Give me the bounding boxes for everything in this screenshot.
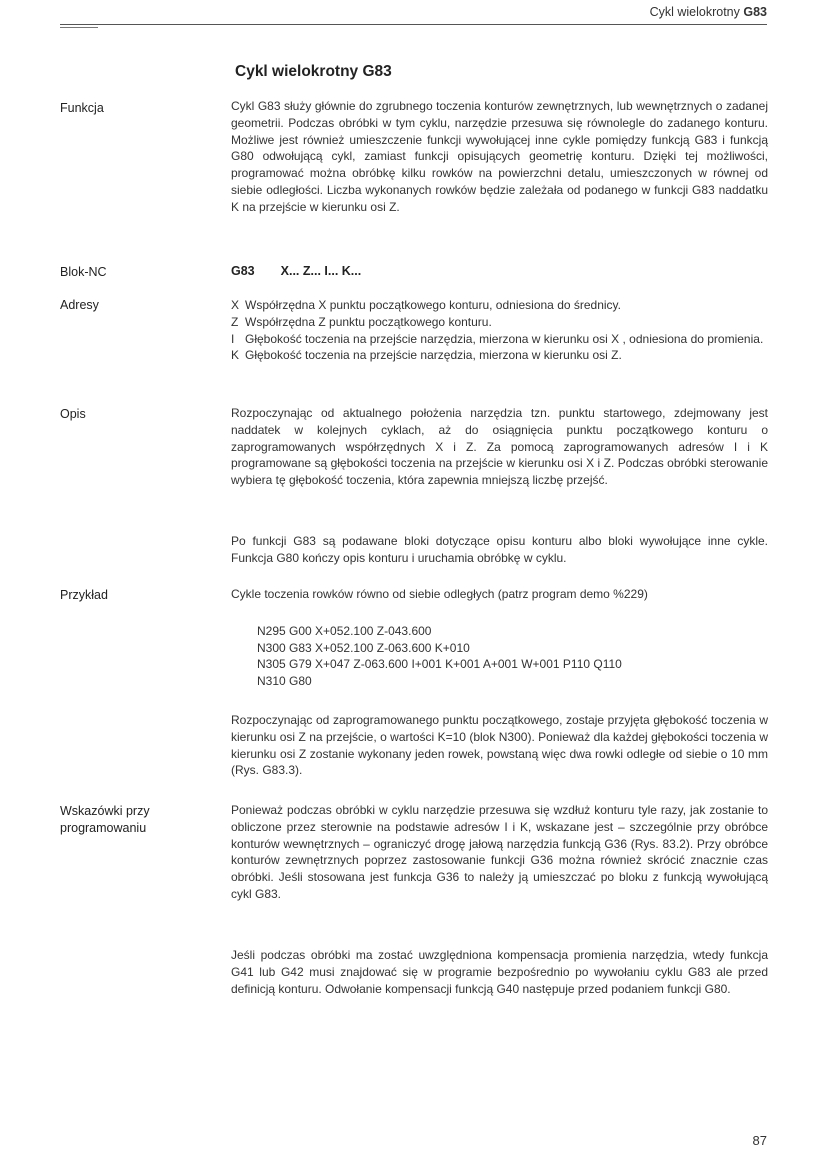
code-line: N305 G79 X+047 Z-063.600 I+001 K+001 A+001 W+001 P110 Q110	[257, 657, 622, 671]
nc-block-args: X... Z... I... K...	[280, 264, 362, 278]
opis-paragraph-1: Rozpoczynając od aktualnego położenia narzędzia tzn. punktu startowego, zdejmowany jest naddatek w kolejnych cyklach, aż do osiągnięcia punktu początkowego konturu o zaprogramowanych współrzędnych X i Z. Za pomocą zaprogramowanych adresów I i K programowane są głębokości toczenia na przejście w kierunku osi X i Z. Podczas obróbki sterowanie wybiera tę głębokość toczenia, która zapewnia mniejszą liczbę przejść.	[231, 406, 768, 488]
address-key: Z	[231, 314, 239, 329]
funkcja-text	[231, 98, 768, 216]
wskazowki-paragraph-1: Ponieważ podczas obróbki w cyklu narzędzie przesuwa się wzdłuż konturu tyle razy, jak zostanie to obliczone przez sterownie na podstawie adresów I i K, wskazane jest – szczególnie przy obróbce konturów wewnętrznych – ograniczyć drogę jałową narzędzia funkcją G36 (Rys. 83.2). Przy obróbce konturów zewnętrznych poprzez zastosowanie funkcji G36 można również skrócić znacznie czas obróbki. Jeśli stosowana jest funkcja G36 to należy ją umieszczać po bloku z funkcją wywołującą cykl G83.	[231, 803, 768, 901]
wskazowki-text-2	[231, 947, 768, 997]
opis-paragraph-2: Po funkcji G83 są podawane bloki dotyczące opisu konturu albo bloki wywołujące inne cykle. Funkcja G80 kończy opis konturu i uruchamia obróbkę w cyklu.	[231, 534, 768, 565]
label-opis: Opis	[60, 407, 86, 421]
przyklad-intro-text: Cykle toczenia rowków równo od siebie odległych (patrz program demo %229)	[231, 587, 648, 601]
address-key: I	[231, 331, 235, 346]
przyklad-after	[231, 712, 768, 779]
address-item	[231, 347, 768, 364]
wskazowki-text	[231, 802, 768, 903]
header-rule-short	[60, 27, 98, 28]
opis-text	[231, 405, 768, 489]
label-adresy: Adresy	[60, 298, 99, 312]
opis-text-2	[231, 533, 768, 567]
address-desc: Głębokość toczenia na przejście narzędzia, mierzona w kierunku osi Z.	[245, 348, 622, 363]
header-rule	[60, 24, 767, 25]
label-wskazowki-line-2: programowaniu	[60, 821, 147, 835]
running-header	[650, 5, 767, 19]
address-key: X	[231, 298, 240, 312]
page-title: Cykl wielokrotny G83	[235, 63, 392, 80]
address-desc: Współrzędna Z punktu początkowego konturu.	[245, 314, 492, 329]
label-wskazowki	[60, 803, 150, 837]
running-header-code: G83	[743, 5, 767, 19]
label-blok-nc: Blok-NC	[60, 265, 107, 279]
nc-block-syntax	[231, 264, 361, 278]
wskazowki-paragraph-2: Jeśli podczas obróbki ma zostać uwzględniona kompensacja promienia narzędzia, wtedy funkcja G41 lub G42 musi znajdować się w programie bezpośrednio po wywołaniu cyklu G83 ale przed definicją konturu. Odwołanie kompensacji funkcją G40 następuje przed podaniem funkcji G80.	[231, 948, 768, 996]
address-item	[231, 314, 768, 331]
code-line: N310 G80	[257, 673, 312, 688]
funkcja-paragraph: Cykl G83 służy głównie do zgrubnego toczenia konturów zewnętrznych, lub wewnętrznych o zadanej geometrii. Podczas obróbki w tym cyklu, narzędzie przesuwa się równolegle do zadanego konturu. Możliwe jest również umieszczenie funkcji wywołującej inne cykle pomiędzy funkcją G83 i funkcją G80 odwołującą cykl, zamiast funkcji opisujących geometrię konturu. Dzięki tej możliwości, programować można obróbkę kilku rowków na powierzchni detalu, umieszczonych w równej od siebie odległości. Liczba wykonanych rowków będzie zależała od podanego w funkcji G83 naddatku K na przejście w kierunku osi Z.	[231, 99, 768, 214]
code-line: N300 G83 X+052.100 Z-063.600 K+010	[257, 640, 470, 655]
running-header-text: Cykl wielokrotny	[649, 5, 744, 19]
page-number: 87	[752, 1133, 767, 1148]
label-funkcja: Funkcja	[60, 101, 104, 115]
address-key: K	[231, 348, 240, 363]
address-item	[231, 331, 768, 348]
address-desc: Współrzędna X punktu początkowego konturu, odniesiona do średnicy.	[245, 298, 622, 312]
przyklad-intro	[231, 586, 768, 603]
address-list	[231, 297, 768, 364]
label-wskazowki-line-1: Wskazówki przy	[60, 804, 150, 818]
przyklad-after-text: Rozpoczynając od zaprogramowanego punktu początkowego, zostaje przyjęta głębokość toczenia w kierunku osi Z na przejście, o wartości K=10 (blok N300). Ponieważ dla każdej głębokości toczenia w kierunku osi Z zostanie wykonany jeden rowek, powstaną więc dwa rowki odległe od siebie o 10 mm (Rys. G83.3).	[231, 713, 768, 778]
nc-block-code: G83	[231, 264, 255, 278]
address-desc: Głębokość toczenia na przejście narzędzia, mierzona w kierunku osi X , odniesiona do promienia.	[245, 331, 764, 346]
label-przyklad: Przykład	[60, 588, 108, 602]
code-listing	[257, 623, 622, 689]
address-item	[231, 297, 768, 314]
code-line: N295 G00 X+052.100 Z-043.600	[257, 624, 432, 638]
